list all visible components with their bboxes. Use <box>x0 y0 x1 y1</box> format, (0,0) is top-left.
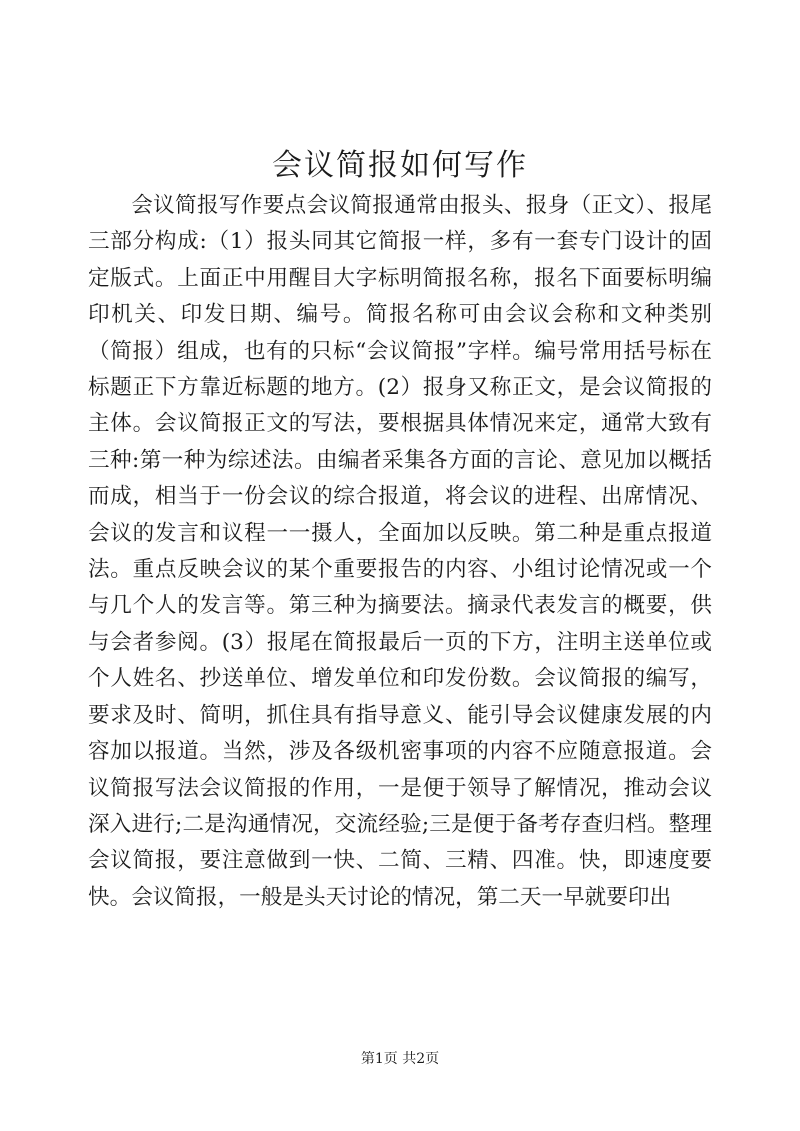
page-footer: 第1页 共2页 <box>360 1051 440 1067</box>
document-title: 会议简报如何写作 <box>272 148 528 183</box>
body-paragraph: 会议简报写作要点会议简报通常由报头、报身（正文）、报尾三部分构成:（1）报头同其它简报一样，多有一套专门设计的固定版式。上面正中用醒目大字标明简报名称，报名下面要标明编印机关、印发日期、编号。简报名称可由会议会称和文种类别（简报）组成，也有的只标“会议简报”字样。编号常用括号标在标题正下方靠近标题的地方。(2）报身又称正文，是会议简报的主体。会议简报正文的写法，要根据具体情况来定，通常大致有三种:第一种为综述法。由编者采集各方面的言论、意见加以概括而成，相当于一份会议的综合报道，将会议的进程、出席情况、会议的发言和议程一一摄人，全面加以反映。第二种是重点报道法。重点反映会议的某个重要报告的内容、小组讨论情况或一个与几个人的发言等。第三种为摘要法。摘录代表发言的概要，供与会者参阅。(3）报尾在简报最后一页的下方，注明主送单位或个人姓名、抄送单位、增发单位和印发份数。会议简报的编写，要求及时、简明，抓住具有指导意义、能引导会议健康发展的内容加以报道。当然，涉及各级机密事项的内容不应随意报道。会议简报写法会议简报的作用，一是便于领导了解情况，推动会议深入进行;二是沟通情况，交流经验;三是便于备考存查归档。整理会议简报，要注意做到一快、二简、三精、四准。快，即速度要快。会议简报，一般是头天讨论的情况，第二天一早就要印出 <box>88 193 712 910</box>
